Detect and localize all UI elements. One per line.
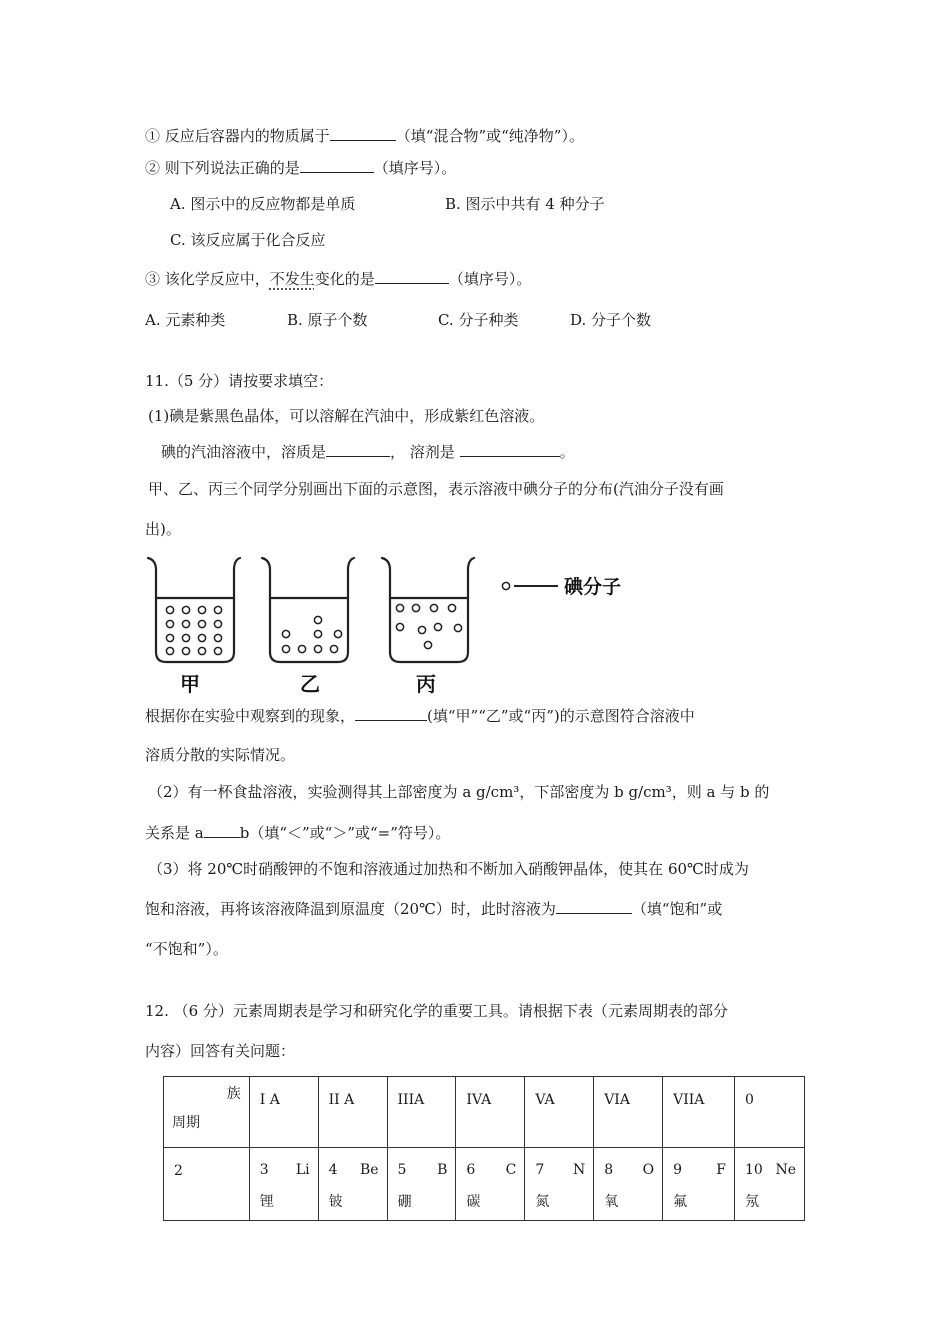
q11-heading: 11.（5 分）请按要求填空：: [145, 372, 334, 390]
beaker-label-jia: 甲: [180, 672, 200, 696]
element-name: 氟: [673, 1194, 688, 1210]
q11-part3-line: [145, 898, 722, 920]
q12-heading-end: 内容）回答有关问题：: [145, 1042, 296, 1060]
q11-solute-blank[interactable]: [326, 441, 390, 457]
q11-part1-desc: 甲、乙、丙三个同学分别画出下面的示意图，表示溶液中碘分子的分布(汽油分子没有画: [148, 480, 724, 498]
q11-part2-text: （2）有一杯食盐溶液，实验测得其上部密度为 a g/cm³，下部密度为 b g/cm³，则 a 与 b 的: [148, 783, 770, 801]
group-header: [456, 1077, 525, 1148]
element-name: 氧: [604, 1194, 619, 1210]
element-number: 4: [328, 1162, 338, 1178]
q11-answer-blank[interactable]: [355, 705, 427, 721]
element-number: 10: [744, 1162, 763, 1178]
q10-s3-emphasis: 不发生: [269, 270, 315, 288]
q10-line-3: [145, 268, 531, 290]
q10-line-1: [145, 125, 584, 147]
element-symbol: N: [572, 1162, 586, 1178]
q11-solute-line: [161, 441, 575, 463]
element-number: 9: [673, 1162, 682, 1178]
beaker-label-bing: 丙: [416, 672, 436, 696]
q10-line-2: [145, 157, 456, 179]
group-header: [249, 1077, 318, 1148]
group-header-label: IIIA: [397, 1092, 425, 1108]
beaker-jia: [148, 558, 240, 662]
table-corner-cell: [164, 1077, 250, 1148]
period-label: 2: [174, 1163, 183, 1179]
element-cell: [456, 1148, 525, 1221]
beaker-label-yi: 乙: [300, 672, 320, 696]
element-symbol: B: [437, 1162, 448, 1178]
element-name: 锂: [259, 1194, 274, 1210]
group-header-label: VIA: [604, 1092, 630, 1108]
element-cell: [525, 1148, 594, 1221]
q11-answer-end: 溶质分散的实际情况。: [145, 746, 296, 764]
q10-choice-d: D. 分子个数: [570, 311, 652, 329]
q11-part2-label: 关系是 a: [145, 824, 204, 842]
q11-solvent-end: 。: [559, 443, 575, 461]
element-cell: [387, 1148, 456, 1221]
q12-heading: 12. （6 分）元素周期表是学习和研究化学的重要工具。请根据下表（元素周期表的部分: [145, 1002, 728, 1020]
q10-s1-text: ① 反应后容器内的物质属于: [145, 127, 330, 145]
element-cell: [249, 1148, 318, 1221]
group-header-label: I A: [259, 1092, 280, 1108]
element-number: 5: [397, 1162, 407, 1178]
element-name: 硼: [397, 1194, 412, 1210]
q11-solute-label: 碘的汽油溶液中，溶质是: [161, 443, 327, 461]
table-header-row: [164, 1077, 805, 1148]
q11-part2-end: b（填“＜”或“＞”或“=”符号）。: [239, 824, 451, 842]
corner-group-label: 族: [226, 1086, 241, 1102]
period-cell: [164, 1148, 250, 1221]
q11-part1-text: (1)碘是紫黑色晶体，可以溶解在汽油中，形成紫红色溶液。: [148, 407, 545, 425]
q10-s2-text: ② 则下列说法正确的是: [145, 159, 300, 177]
element-number: 6: [466, 1162, 476, 1178]
q10-s3-end: （填序号）。: [448, 270, 532, 288]
corner-period-label: 周期: [172, 1115, 200, 1131]
q10-choice-c: C. 分子种类: [438, 311, 519, 329]
q10-s3-pre: ③ 该化学反应中，: [145, 270, 270, 288]
element-symbol: Ne: [775, 1162, 796, 1178]
q11-part1-desc-end: 出)。: [145, 520, 181, 538]
element-cell: [594, 1148, 663, 1221]
group-header: [525, 1077, 594, 1148]
q10-option-c: C. 该反应属于化合反应: [170, 231, 326, 249]
group-header-label: IVA: [466, 1092, 492, 1108]
legend-label: 碘分子: [564, 576, 622, 598]
q10-s3-mid: 变化的是: [314, 270, 375, 288]
q10-s3-blank[interactable]: [375, 268, 449, 284]
element-number: 7: [535, 1162, 545, 1178]
element-cell: [318, 1148, 387, 1221]
q10-choice-b: B. 原子个数: [287, 311, 368, 329]
element-cell: [663, 1148, 735, 1221]
group-header-label: VA: [535, 1092, 555, 1108]
beaker-figure: [140, 550, 640, 700]
table-row: [164, 1148, 805, 1221]
element-symbol: Be: [359, 1162, 379, 1178]
q11-part2-line: [145, 822, 450, 844]
element-symbol: Li: [295, 1162, 310, 1178]
periodic-table: [163, 1076, 805, 1221]
q11-part3-label: 饱和溶液，再将该溶液降温到原温度（20℃）时，此时溶液为: [145, 900, 556, 918]
element-symbol: O: [642, 1162, 655, 1178]
beaker-bing: [382, 558, 474, 662]
element-symbol: C: [505, 1162, 517, 1178]
element-name: 氖: [744, 1194, 759, 1210]
element-symbol: F: [716, 1162, 726, 1178]
element-name: 碳: [466, 1194, 481, 1210]
group-header: [594, 1077, 663, 1148]
q10-choice-a: A. 元素种类: [145, 311, 226, 329]
group-header-label: 0: [744, 1092, 754, 1108]
q11-part3-end: “不饱和”）。: [145, 940, 228, 958]
q11-part3-blank[interactable]: [556, 898, 632, 914]
q11-part2-blank[interactable]: [204, 822, 240, 838]
element-number: 8: [604, 1162, 614, 1178]
group-header: [663, 1077, 735, 1148]
q10-s1-blank[interactable]: [330, 125, 396, 141]
beaker-yi: [262, 558, 354, 662]
q10-option-a: A. 图示中的反应物都是单质: [170, 195, 356, 213]
q11-answer-options: (填“甲”“乙”或“丙”)的示意图符合溶液中: [427, 707, 695, 725]
q11-part3-options: （填“饱和”或: [631, 900, 723, 918]
group-header-label: VIIA: [673, 1092, 705, 1108]
q10-s2-blank[interactable]: [300, 157, 374, 173]
element-cell: [734, 1148, 804, 1221]
q10-s2-end: （填序号）。: [373, 159, 457, 177]
group-header: [387, 1077, 456, 1148]
group-header: [734, 1077, 804, 1148]
element-name: 铍: [328, 1194, 343, 1210]
element-number: 3: [259, 1162, 269, 1178]
q11-answer-label: 根据你在实验中观察到的现象，: [145, 707, 356, 725]
q11-answer-line: [145, 705, 695, 727]
q10-option-b: B. 图示中共有 4 种分子: [445, 195, 605, 213]
q11-solvent-blank[interactable]: [460, 441, 560, 457]
q10-s1-end: （填“混合物”或“纯净物”）。: [395, 127, 584, 145]
q11-solvent-label: ， 溶剂是: [390, 443, 455, 461]
q11-part3-text: （3）将 20℃时硝酸钾的不饱和溶液通过加热和不断加入硝酸钾晶体，使其在 60℃时成为: [148, 860, 749, 878]
group-header: [318, 1077, 387, 1148]
group-header-label: II A: [328, 1092, 355, 1108]
element-name: 氮: [535, 1194, 550, 1210]
